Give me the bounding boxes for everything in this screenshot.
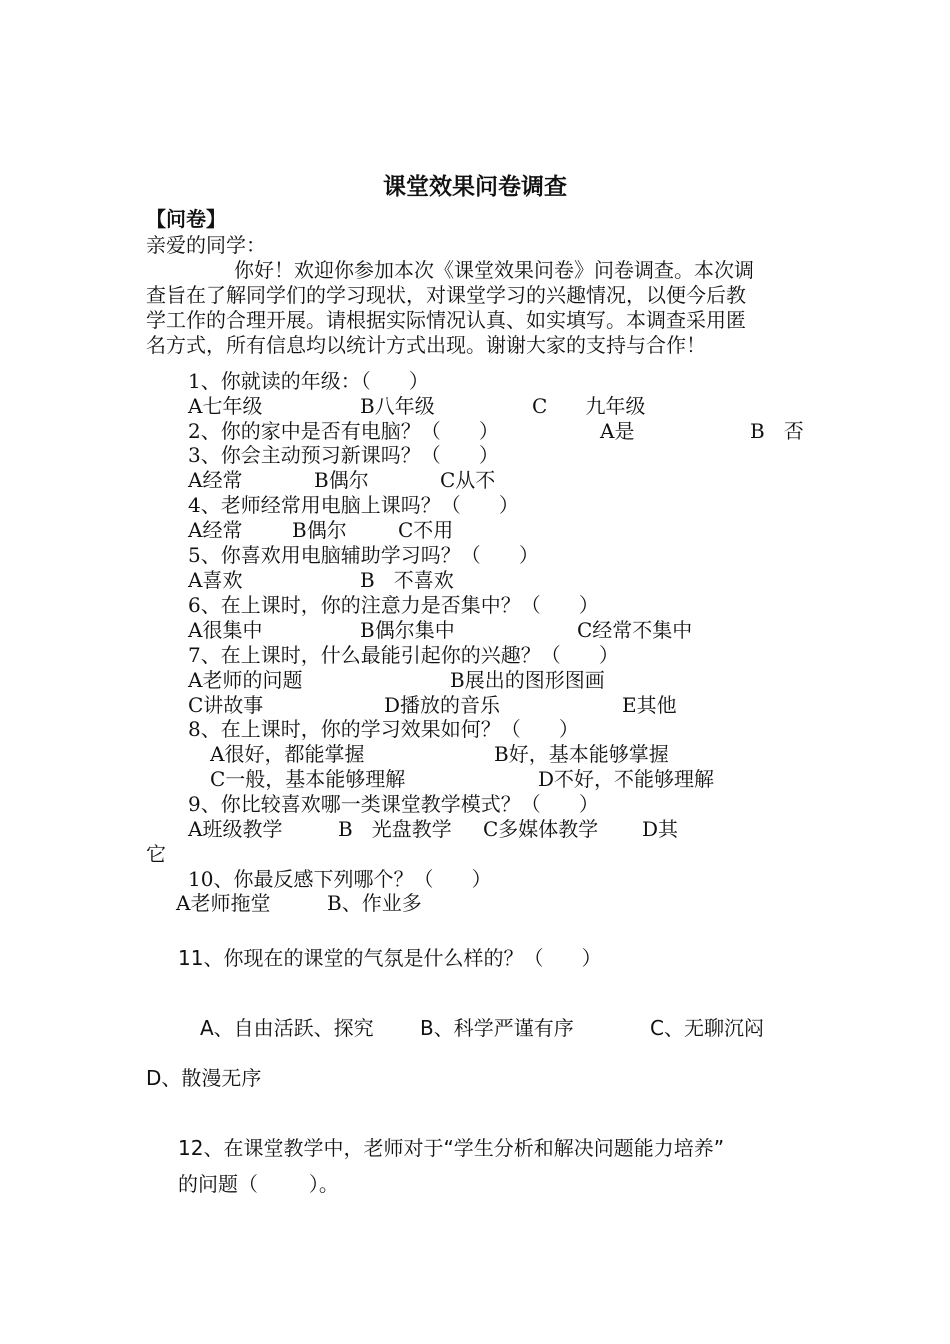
question-9: 9、你比较喜欢哪一类课堂教学模式？（ ） [188, 792, 599, 816]
q2-option-a[interactable]: A是 [600, 419, 635, 443]
q10-option-a[interactable]: A老师拖堂 [176, 891, 271, 915]
q11-option-b[interactable]: B、科学严谨有序 [420, 1016, 574, 1040]
q9-option-d-wrap: 它 [146, 842, 166, 866]
q11-option-d[interactable]: D、散漫无序 [146, 1066, 262, 1090]
q2-option-b[interactable]: B 否 [750, 419, 804, 443]
question-12: 12、在课堂教学中，老师对于“学生分析和解决问题能力培养” [178, 1136, 725, 1160]
q9-option-c[interactable]: C多媒体教学 [483, 817, 599, 841]
greeting: 亲爱的同学： [146, 233, 266, 257]
q6-option-c[interactable]: C经常不集中 [577, 618, 693, 642]
q8-option-b[interactable]: B好，基本能够掌握 [494, 742, 669, 766]
question-1: 1、你就读的年级：（ ） [188, 369, 429, 393]
q7-option-c[interactable]: C讲故事 [188, 693, 264, 717]
q8-option-c[interactable]: C一般，基本能够理解 [210, 767, 406, 791]
question-10: 10、你最反感下列哪个？（ ） [188, 867, 492, 891]
q7-option-e[interactable]: E其他 [622, 693, 677, 717]
question-4: 4、老师经常用电脑上课吗？（ ） [188, 493, 519, 517]
q5-option-a[interactable]: A喜欢 [188, 568, 243, 592]
question-5: 5、你喜欢用电脑辅助学习吗？（ ） [188, 543, 539, 567]
q9-option-d[interactable]: D其 [642, 817, 679, 841]
q4-option-a[interactable]: A经常 [188, 518, 243, 542]
q10-option-b[interactable]: B、作业多 [327, 891, 422, 915]
intro-line: 学工作的合理开展。请根据实际情况认真、如实填写。本调查采用匿 [146, 308, 746, 332]
q8-option-d[interactable]: D不好，不能够理解 [538, 767, 715, 791]
question-6: 6、在上课时，你的注意力是否集中？（ ） [188, 593, 599, 617]
q7-option-a[interactable]: A老师的问题 [188, 668, 303, 692]
q7-option-b[interactable]: B展出的图形图画 [450, 668, 605, 692]
q1-option-c[interactable]: C 九年级 [532, 394, 646, 418]
question-12-cont: 的问题（ ）。 [178, 1172, 339, 1196]
question-3: 3、你会主动预习新课吗？（ ） [188, 443, 499, 467]
question-7: 7、在上课时，什么最能引起你的兴趣？（ ） [188, 643, 619, 667]
q7-option-d[interactable]: D播放的音乐 [384, 693, 501, 717]
q3-option-c[interactable]: C从不 [440, 468, 496, 492]
q9-option-a[interactable]: A班级教学 [188, 817, 283, 841]
page-title: 课堂效果问卷调查 [383, 174, 567, 200]
q3-option-b[interactable]: B偶尔 [314, 468, 369, 492]
question-2: 2、你的家中是否有电脑？（ ） [188, 419, 499, 443]
q4-option-c[interactable]: C不用 [398, 518, 454, 542]
q4-option-b[interactable]: B偶尔 [292, 518, 347, 542]
q11-option-c[interactable]: C、无聊沉闷 [650, 1016, 764, 1040]
intro-line: 你好！欢迎你参加本次《课堂效果问卷》问卷调查。本次调 [234, 258, 754, 282]
intro-line: 名方式，所有信息均以统计方式出现。谢谢大家的支持与合作！ [146, 333, 706, 357]
intro-line: 查旨在了解同学们的学习现状，对课堂学习的兴趣情况，以便今后教 [146, 283, 746, 307]
q3-option-a[interactable]: A经常 [188, 468, 243, 492]
q1-option-b[interactable]: B八年级 [360, 394, 435, 418]
q8-option-a[interactable]: A很好，都能掌握 [210, 742, 365, 766]
q9-option-b[interactable]: B 光盘教学 [338, 817, 452, 841]
q6-option-b[interactable]: B偶尔集中 [360, 618, 455, 642]
q6-option-a[interactable]: A很集中 [188, 618, 263, 642]
question-11: 11、你现在的课堂的气氛是什么样的？（ ） [178, 946, 602, 970]
question-8: 8、在上课时，你的学习效果如何？（ ） [188, 717, 579, 741]
q5-option-b[interactable]: B 不喜欢 [360, 568, 454, 592]
q11-option-a[interactable]: A、自由活跃、探究 [200, 1016, 374, 1040]
q1-option-a[interactable]: A七年级 [188, 394, 263, 418]
section-label: 【问卷】 [146, 207, 226, 231]
